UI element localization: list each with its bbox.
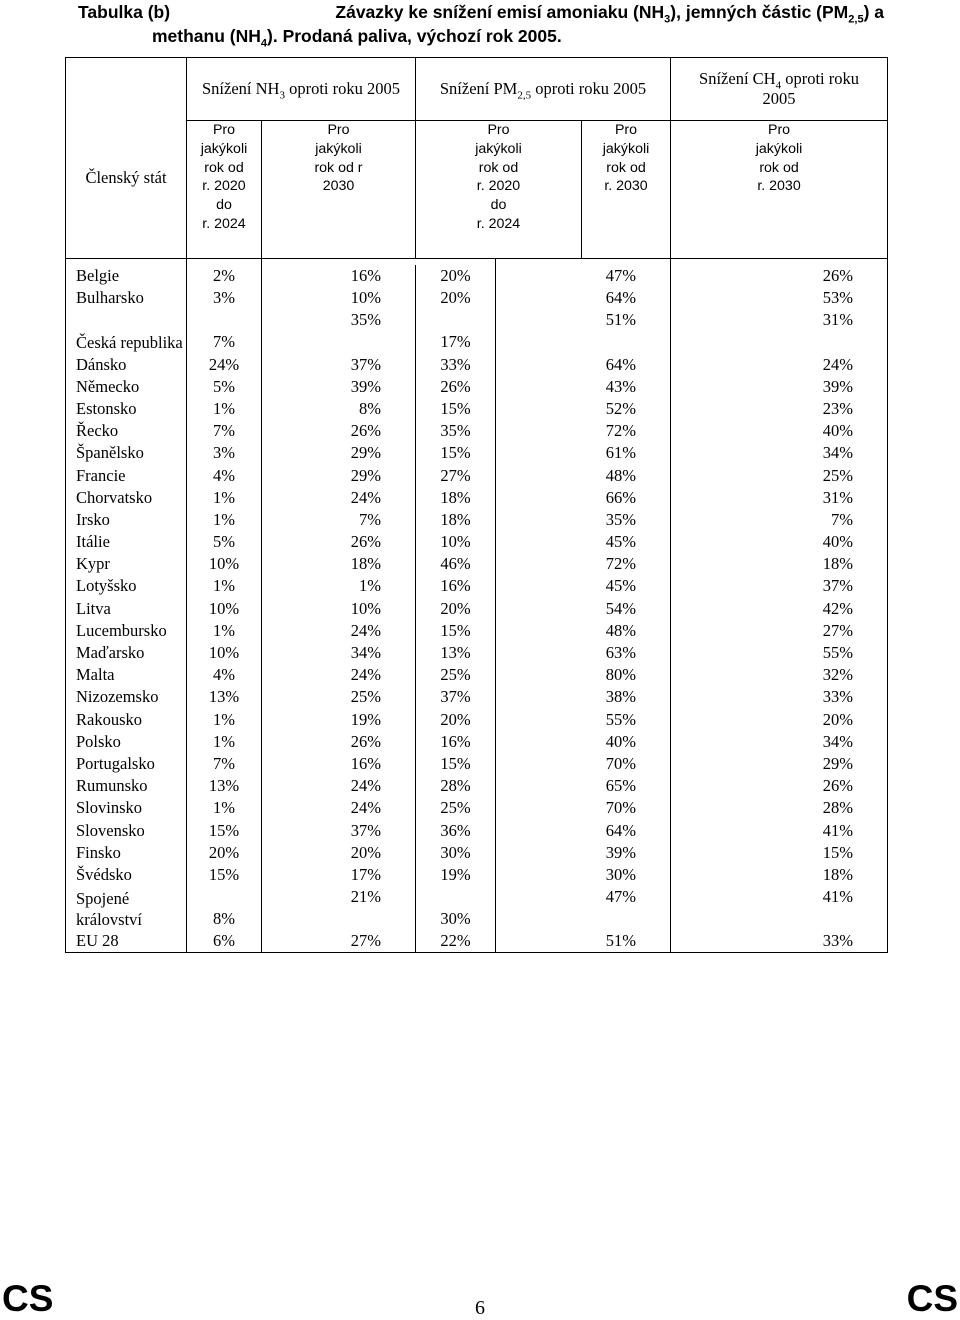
country-cell: Polsko xyxy=(66,731,187,753)
value-cell: 24% xyxy=(671,353,888,375)
value-cell: 6% xyxy=(187,930,262,953)
country-cell: Malta xyxy=(66,664,187,686)
country-cell: Itálie xyxy=(66,531,187,553)
value-cell: 15% xyxy=(671,842,888,864)
value-cell: 20% xyxy=(671,708,888,730)
value-cell: 24% xyxy=(262,664,416,686)
value-cell: 10% xyxy=(416,531,496,553)
country-cell: Irsko xyxy=(66,509,187,531)
value-cell: 15% xyxy=(416,398,496,420)
nh3-group-header: Snížení $NH_3$ oproti roku 2005 xyxy=(187,58,416,121)
table-row xyxy=(66,575,888,597)
value-cell: 24% xyxy=(262,620,416,642)
value-cell: 29% xyxy=(262,464,416,486)
country-cell: Česká republika xyxy=(66,309,187,353)
table-row xyxy=(66,642,888,664)
table-row xyxy=(66,420,888,442)
value-cell: 8% xyxy=(187,886,262,930)
value-cell: 25% xyxy=(416,797,496,819)
value-cell: 65% xyxy=(496,775,671,797)
country-cell: Finsko xyxy=(66,842,187,864)
country-cell: Rumunsko xyxy=(66,775,187,797)
value-cell: 34% xyxy=(262,642,416,664)
value-cell: 32% xyxy=(671,664,888,686)
subcolumn-header-line: 2030 xyxy=(322,178,355,195)
value-cell: 19% xyxy=(262,708,416,730)
value-cell: 24% xyxy=(262,775,416,797)
value-cell: 39% xyxy=(262,376,416,398)
value-cell: 26% xyxy=(416,376,496,398)
value-cell: 17% xyxy=(262,864,416,886)
value-cell: 31% xyxy=(671,487,888,509)
subcolumn-header-line: do xyxy=(216,197,232,214)
value-cell: 13% xyxy=(187,775,262,797)
caption-label: Tabulka (b) xyxy=(78,2,171,22)
value-cell: 61% xyxy=(496,442,671,464)
subcolumn-header-line: Pro xyxy=(767,122,791,138)
value-cell: 1% xyxy=(262,575,416,597)
table-row xyxy=(66,775,888,797)
value-cell: 27% xyxy=(671,620,888,642)
value-cell: 18% xyxy=(416,487,496,509)
page-number: 6 xyxy=(475,1297,485,1319)
value-cell: 13% xyxy=(416,642,496,664)
table-row xyxy=(66,864,888,886)
value-cell: 3% xyxy=(187,442,262,464)
value-cell: 40% xyxy=(671,420,888,442)
subcolumn-header-line: Pro xyxy=(212,122,236,138)
value-cell: 25% xyxy=(671,464,888,486)
value-cell: 5% xyxy=(187,531,262,553)
value-cell: 30% xyxy=(416,842,496,864)
value-cell: 26% xyxy=(671,775,888,797)
table-row xyxy=(66,531,888,553)
value-cell: 39% xyxy=(671,376,888,398)
country-cell: Estonsko xyxy=(66,398,187,420)
country-cell: Bulharsko xyxy=(66,287,187,309)
subcolumn-header xyxy=(671,121,888,259)
table-row xyxy=(66,797,888,819)
table-row xyxy=(66,287,888,309)
table-row xyxy=(66,819,888,841)
value-cell: 37% xyxy=(416,686,496,708)
value-cell: 35% xyxy=(262,309,416,353)
value-cell: 45% xyxy=(496,575,671,597)
value-cell: 20% xyxy=(187,842,262,864)
table-row xyxy=(66,398,888,420)
value-cell: 33% xyxy=(671,930,888,953)
value-cell: 55% xyxy=(671,642,888,664)
value-cell: 35% xyxy=(416,420,496,442)
table-row xyxy=(66,353,888,375)
value-cell: 18% xyxy=(671,553,888,575)
country-cell: Německo xyxy=(66,376,187,398)
value-cell: 10% xyxy=(187,553,262,575)
value-cell: 10% xyxy=(262,597,416,619)
value-cell: 4% xyxy=(187,464,262,486)
value-cell: 15% xyxy=(187,819,262,841)
subcolumn-header-line: Pro xyxy=(487,122,510,138)
value-cell: 55% xyxy=(496,708,671,730)
value-cell: 41% xyxy=(671,886,888,930)
value-cell: 16% xyxy=(416,575,496,597)
value-cell: 20% xyxy=(416,265,496,287)
value-cell: 2% xyxy=(187,265,262,287)
value-cell: 29% xyxy=(671,753,888,775)
subcolumn-header-line: do xyxy=(490,197,507,214)
language-code-left: CS xyxy=(2,1278,54,1319)
value-cell: 20% xyxy=(416,708,496,730)
value-cell: 37% xyxy=(671,575,888,597)
value-cell: 17% xyxy=(416,309,496,353)
value-cell: 37% xyxy=(262,819,416,841)
value-cell: 64% xyxy=(496,287,671,309)
subcolumn-header-line: Pro xyxy=(327,122,350,138)
value-cell: 72% xyxy=(496,553,671,575)
value-cell: 47% xyxy=(496,265,671,287)
value-cell: 27% xyxy=(262,930,416,953)
value-cell: 33% xyxy=(416,353,496,375)
value-cell: 30% xyxy=(416,886,496,930)
value-cell: 15% xyxy=(416,620,496,642)
country-cell: Slovensko xyxy=(66,819,187,841)
value-cell: 10% xyxy=(262,287,416,309)
country-cell: Rakousko xyxy=(66,708,187,730)
value-cell: 26% xyxy=(262,731,416,753)
emission-reduction-table xyxy=(65,57,888,953)
value-cell: 64% xyxy=(496,353,671,375)
value-cell: 33% xyxy=(671,686,888,708)
value-cell: 20% xyxy=(416,597,496,619)
value-cell: 15% xyxy=(416,753,496,775)
value-cell: 18% xyxy=(671,864,888,886)
table-row xyxy=(66,620,888,642)
value-cell: 7% xyxy=(262,509,416,531)
pm25-group-header: Snížení $PM_{2,5}$ oproti roku 2005 xyxy=(416,58,671,121)
value-cell: 7% xyxy=(187,753,262,775)
ch4-group-header: Snížení $CH_4$ oproti roku 2005 xyxy=(671,58,888,121)
language-code-right: CS xyxy=(906,1278,958,1319)
value-cell: 25% xyxy=(416,664,496,686)
value-cell: 24% xyxy=(262,487,416,509)
country-cell: Belgie xyxy=(66,265,187,287)
value-cell: 1% xyxy=(187,398,262,420)
subcolumn-header-line: r. 2030 xyxy=(604,178,648,195)
value-cell: 21% xyxy=(262,886,416,930)
value-cell: 64% xyxy=(496,819,671,841)
table-row xyxy=(66,597,888,619)
value-cell: 3% xyxy=(187,287,262,309)
value-cell: 53% xyxy=(671,287,888,309)
country-cell: Nizozemsko xyxy=(66,686,187,708)
value-cell: 16% xyxy=(262,265,416,287)
table-row xyxy=(66,464,888,486)
value-cell: 47% xyxy=(496,886,671,930)
value-cell: 18% xyxy=(416,509,496,531)
country-cell: Lucembursko xyxy=(66,620,187,642)
value-cell: 8% xyxy=(262,398,416,420)
table-row xyxy=(66,376,888,398)
value-cell: 20% xyxy=(416,287,496,309)
value-cell: 30% xyxy=(496,864,671,886)
value-cell: 7% xyxy=(671,509,888,531)
value-cell: 1% xyxy=(187,708,262,730)
subcolumn-header-line: r. 2024 xyxy=(476,215,521,232)
subcolumn-header-line: rok od xyxy=(204,159,244,176)
value-cell: 18% xyxy=(262,553,416,575)
subcolumn-header-line: r. 2024 xyxy=(202,215,246,232)
country-cell: Švédsko xyxy=(66,864,187,886)
value-cell: 39% xyxy=(496,842,671,864)
subcolumn-header xyxy=(582,121,671,259)
value-cell: 23% xyxy=(671,398,888,420)
value-cell: 31% xyxy=(671,309,888,353)
subcolumn-header-line: rok od xyxy=(478,159,519,176)
table-row xyxy=(66,309,888,353)
country-cell: Řecko xyxy=(66,420,187,442)
subcolumn-header-line: r. 2020 xyxy=(202,178,246,195)
value-cell: 7% xyxy=(187,420,262,442)
value-cell: 1% xyxy=(187,620,262,642)
table-row xyxy=(66,753,888,775)
country-cell: Slovinsko xyxy=(66,797,187,819)
table-row xyxy=(66,553,888,575)
value-cell: 52% xyxy=(496,398,671,420)
subcolumn-header-line: rok od r xyxy=(314,159,363,176)
value-cell: 1% xyxy=(187,731,262,753)
subcolumn-header-line: rok od xyxy=(606,159,646,176)
subcolumn-header-line: jakýkoli xyxy=(602,140,650,157)
value-cell: 1% xyxy=(187,797,262,819)
value-cell: 70% xyxy=(496,753,671,775)
subcolumn-header-line: rok od xyxy=(759,159,799,176)
table-row xyxy=(66,442,888,464)
country-cell: Kypr xyxy=(66,553,187,575)
table-row xyxy=(66,842,888,864)
subcolumn-header xyxy=(262,121,416,259)
country-cell: Maďarsko xyxy=(66,642,187,664)
value-cell: 27% xyxy=(416,464,496,486)
value-cell: 19% xyxy=(416,864,496,886)
value-cell: 10% xyxy=(187,597,262,619)
value-cell: 34% xyxy=(671,731,888,753)
value-cell: 80% xyxy=(496,664,671,686)
value-cell: 63% xyxy=(496,642,671,664)
value-cell: 40% xyxy=(671,531,888,553)
subcolumn-header-line: r. 2020 xyxy=(476,178,521,195)
subcolumn-header-line: Pro xyxy=(614,122,638,138)
table-row xyxy=(66,487,888,509)
value-cell: 7% xyxy=(187,309,262,353)
value-cell: 43% xyxy=(496,376,671,398)
value-cell: 66% xyxy=(496,487,671,509)
value-cell: 26% xyxy=(671,265,888,287)
value-cell: 48% xyxy=(496,464,671,486)
value-cell: 13% xyxy=(187,686,262,708)
value-cell: 1% xyxy=(187,487,262,509)
value-cell: 72% xyxy=(496,420,671,442)
value-cell: 15% xyxy=(187,864,262,886)
country-cell: Litva xyxy=(66,597,187,619)
table-row xyxy=(66,664,888,686)
table-caption xyxy=(78,0,884,48)
value-cell: 29% xyxy=(262,442,416,464)
value-cell: 70% xyxy=(496,797,671,819)
value-cell: 5% xyxy=(187,376,262,398)
value-cell: 28% xyxy=(671,797,888,819)
subcolumn-header-line: jakýkoli xyxy=(755,140,803,157)
value-cell: 4% xyxy=(187,664,262,686)
caption-title-line1: Závazky ke snížení emisí amoniaku $(NH_3)$, jemných částic $(PM_{2,5})$ a xyxy=(335,2,884,26)
value-cell: 37% xyxy=(262,353,416,375)
country-cell: EU 28 xyxy=(66,930,187,953)
value-cell: 35% xyxy=(496,509,671,531)
value-cell: 20% xyxy=(262,842,416,864)
table-row xyxy=(66,509,888,531)
country-cell: Spojené království xyxy=(66,886,187,930)
value-cell: 51% xyxy=(496,930,671,953)
value-cell: 40% xyxy=(496,731,671,753)
subcolumn-header xyxy=(416,121,582,259)
table-row xyxy=(66,708,888,730)
value-cell: 16% xyxy=(416,731,496,753)
table-row xyxy=(66,686,888,708)
table-row xyxy=(66,265,888,287)
country-cell: Dánsko xyxy=(66,353,187,375)
subcolumn-header-line: jakýkoli xyxy=(315,140,362,157)
subcolumn-header-line: r. 2030 xyxy=(757,178,801,195)
value-cell: 24% xyxy=(187,353,262,375)
value-cell: 41% xyxy=(671,819,888,841)
country-cell: Portugalsko xyxy=(66,753,187,775)
value-cell: 24% xyxy=(262,797,416,819)
country-cell: Lotyšsko xyxy=(66,575,187,597)
subcolumn-header xyxy=(187,121,262,259)
subcolumn-header-line: jakýkoli xyxy=(475,140,522,157)
value-cell: 42% xyxy=(671,597,888,619)
value-cell: 54% xyxy=(496,597,671,619)
value-cell: 1% xyxy=(187,575,262,597)
value-cell: 28% xyxy=(416,775,496,797)
value-cell: 45% xyxy=(496,531,671,553)
value-cell: 26% xyxy=(262,420,416,442)
value-cell: 34% xyxy=(671,442,888,464)
caption-title-line2: methanu $(NH_4)$. Prodaná paliva, výchozí rok 2005. xyxy=(152,26,562,50)
member-state-header: Členský stát xyxy=(66,58,187,259)
table-row xyxy=(66,731,888,753)
table-row xyxy=(66,930,888,953)
value-cell: 46% xyxy=(416,553,496,575)
value-cell: 22% xyxy=(416,930,496,953)
value-cell: 48% xyxy=(496,620,671,642)
value-cell: 15% xyxy=(416,442,496,464)
value-cell: 16% xyxy=(262,753,416,775)
value-cell: 51% xyxy=(496,309,671,353)
country-cell: Francie xyxy=(66,464,187,486)
table-row xyxy=(66,886,888,930)
value-cell: 10% xyxy=(187,642,262,664)
subcolumn-header-line: jakýkoli xyxy=(200,140,248,157)
value-cell: 1% xyxy=(187,509,262,531)
value-cell: 25% xyxy=(262,686,416,708)
country-cell: Španělsko xyxy=(66,442,187,464)
value-cell: 38% xyxy=(496,686,671,708)
country-cell: Chorvatsko xyxy=(66,487,187,509)
value-cell: 36% xyxy=(416,819,496,841)
value-cell: 26% xyxy=(262,531,416,553)
